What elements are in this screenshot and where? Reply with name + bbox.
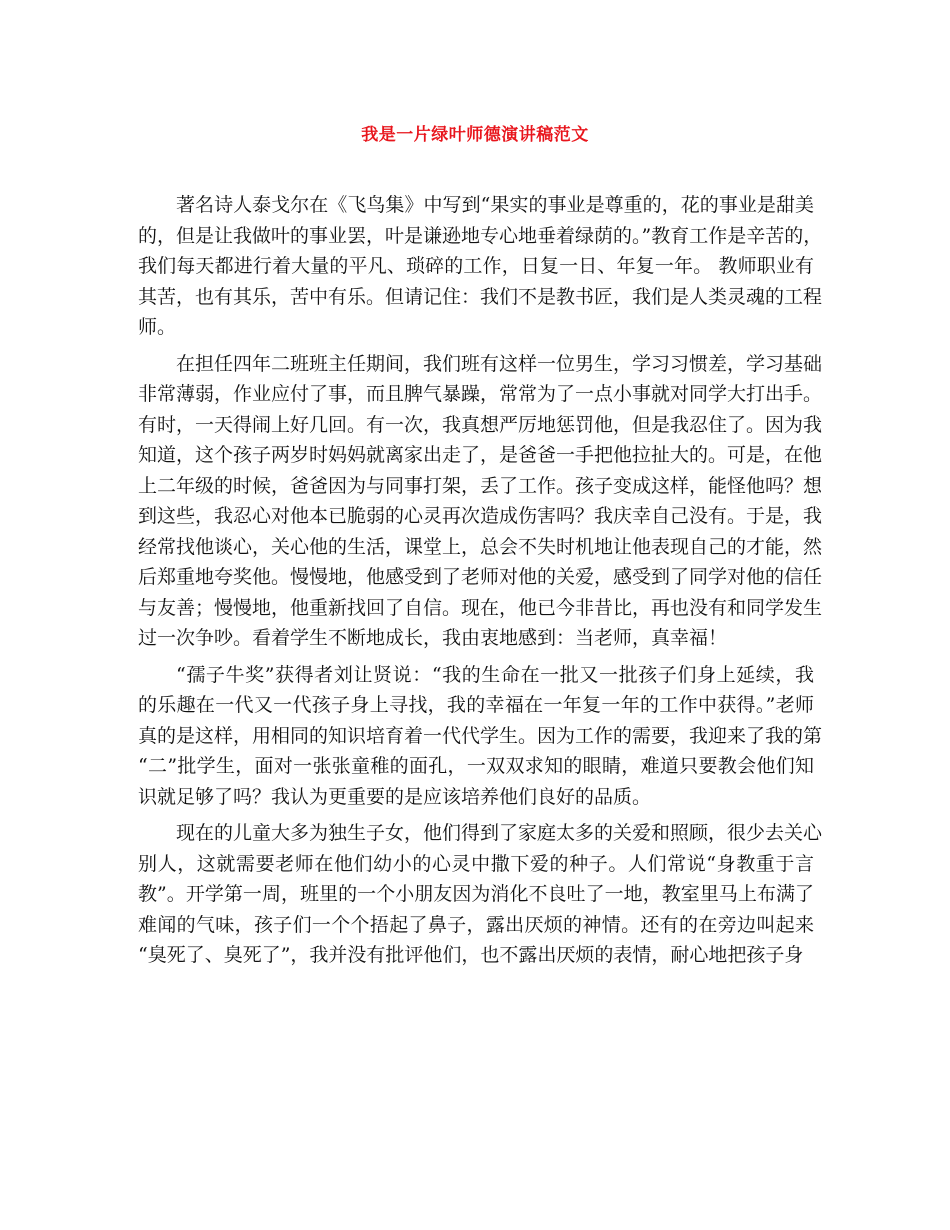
text-line: 过一次争吵。看着学生不断地成长，我由衷地感到：当老师，真幸福！ [138, 627, 728, 649]
paragraph [138, 349, 823, 654]
text-line: “臭死了、臭死了”，我并没有批评他们，也不露出厌烦的表情，耐心地把孩子身 [138, 944, 804, 966]
document-body [138, 190, 823, 977]
text-line: 真的是这样，用相同的知识培育着一代代学生。因为工作的需要，我迎来了我的第 [138, 724, 823, 747]
paragraph [138, 818, 823, 971]
text-line: 经常找他谈心，关心他的生活，课堂上，总会不失时机地让他表现自己的才能，然 [138, 535, 823, 558]
text-line: 的，但是让我做叶的事业罢，叶是谦逊地专心地垂着绿荫的。”教育工作是辛苦的， [138, 224, 823, 247]
text-line: 著名诗人泰戈尔在《飞鸟集》中写到“果实的事业是尊重的，花的事业是甜美 [176, 194, 814, 216]
text-line: 在担任四年二班班主任期间，我们班有这样一位男生，学习习惯差，学习基础 [176, 352, 823, 375]
text-line: “二”批学生，面对一张张童稚的面孔，一双双求知的眼睛，难道只要教会他们知 [138, 755, 814, 777]
document-title: 我是一片绿叶师德演讲稿范文 [361, 125, 589, 145]
text-line: 别人，这就需要老师在他们幼小的心灵中撒下爱的种子。人们常说“身教重于言 [138, 852, 814, 875]
paragraph [138, 660, 823, 813]
text-line: 师。 [138, 316, 177, 338]
paragraph [138, 190, 823, 343]
text-line: 与友善；慢慢地，他重新找回了自信。现在，他已今非昔比，再也没有和同学发生 [138, 596, 823, 619]
text-line: 现在的儿童大多为独生子女，他们得到了家庭太多的关爱和照顾，很少去关心 [176, 822, 823, 844]
text-line: 非常薄弱，作业应付了事，而且脾气暴躁，常常为了一点小事就对同学大打出手。 [138, 383, 823, 405]
text-line: 后郑重地夸奖他。慢慢地，他感受到了老师对他的关爱，感受到了同学对他的信任 [138, 566, 823, 588]
text-line: “孺子牛奖”获得者刘让贤说：“我的生命在一批又一批孩子们身上延续，我 [176, 663, 814, 686]
text-line: 到这些，我忍心对他本已脆弱的心灵再次造成伤害吗？我庆幸自己没有。于是，我 [138, 505, 823, 527]
text-line: 其苦，也有其乐，苦中有乐。但请记住：我们不是教书匠，我们是人类灵魂的工程 [138, 285, 823, 308]
text-line: 教”。开学第一周，班里的一个小朋友因为消化不良吐了一地，教室里马上布满了 [138, 883, 814, 905]
text-line: 有时，一天得闹上好几回。有一次，我真想严厉地惩罚他，但是我忍住了。因为我 [138, 413, 823, 436]
text-line: 我们每天都进行着大量的平凡、琐碎的工作，日复一日、年复一年。 教师职业有 [138, 255, 814, 277]
text-line: 上二年级的时候，爸爸因为与同事打架，丢了工作。孩子变成这样，能怪他吗？想 [138, 474, 823, 497]
text-line: 的乐趣在一代又一代孩子身上寻找，我的幸福在一年复一年的工作中获得。”老师 [138, 694, 814, 716]
text-line: 知道，这个孩子两岁时妈妈就离家出走了，是爸爸一手把他拉扯大的。可是，在他 [138, 444, 823, 466]
text-line: 识就足够了吗？我认为更重要的是应该培养他们良好的品质。 [138, 785, 652, 808]
text-line: 难闻的气味，孩子们一个个捂起了鼻子，露出厌烦的神情。还有的在旁边叫起来 [138, 913, 814, 936]
